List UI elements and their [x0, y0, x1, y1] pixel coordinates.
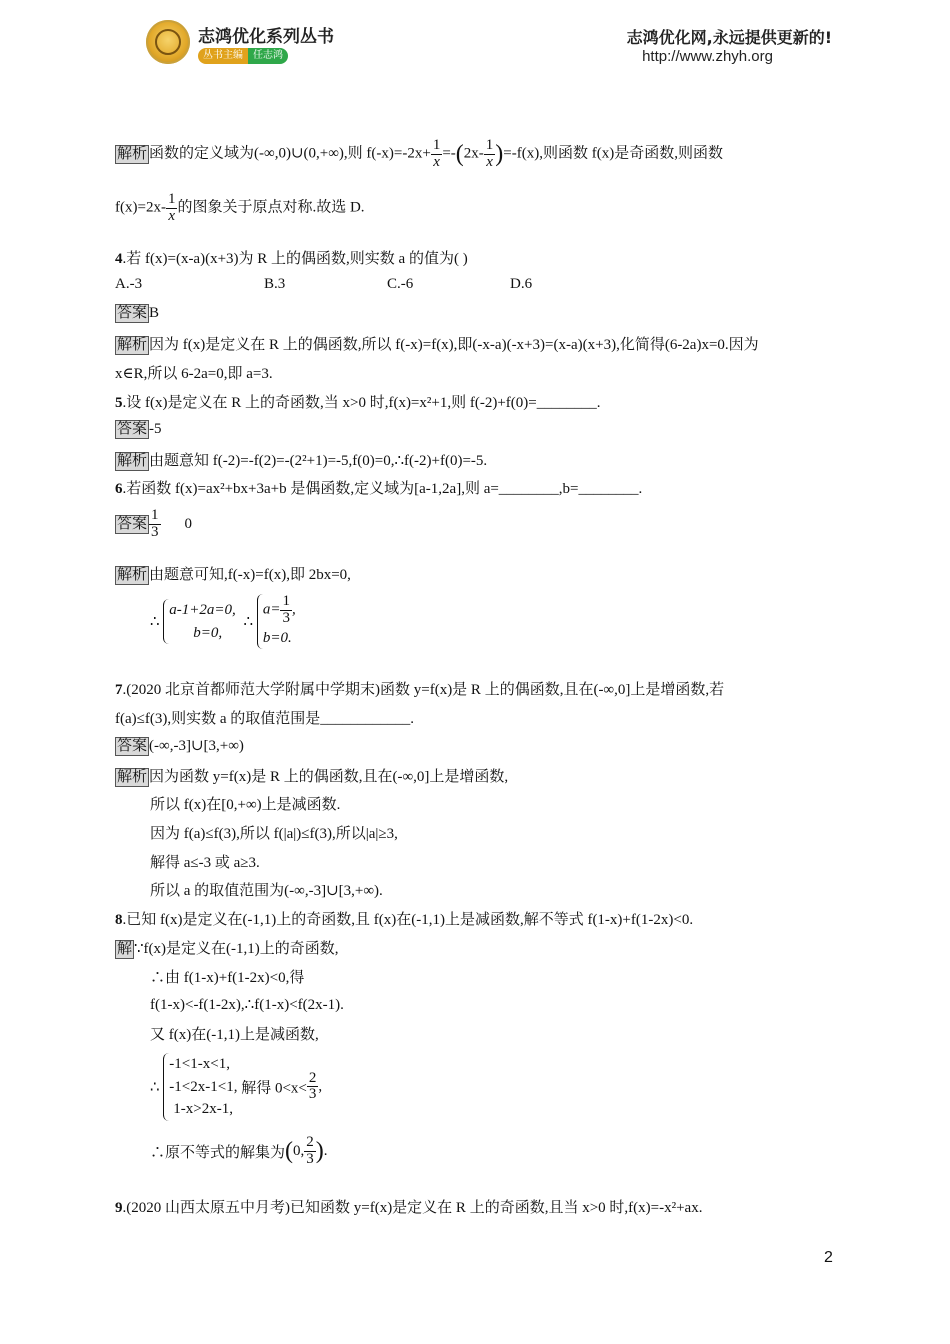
- q4-analysis-line2: x∈R,所以 6-2a=0,即 a=3.: [115, 366, 273, 382]
- header-url[interactable]: http://www.zhyh.org: [642, 48, 773, 65]
- q4-stem: 4.若 f(x)=(x-a)(x+3)为 R 上的偶函数,则实数 a 的值为( ): [115, 251, 468, 267]
- fraction: $\frac{2}{3}$: [306, 1134, 314, 1167]
- q7-analysis-line3: 因为 f(a)≤f(3),所以 f(|a|)≤f(3),所以|a|≥3,: [150, 826, 398, 842]
- answer-tag: 答案: [117, 515, 148, 532]
- answer-tag: 答案: [117, 738, 148, 754]
- q5-analysis: 解析 由题意知 f(-2)=-f(2)=-(2²+1)=-5,f(0)=0,∴f(-2)+f(0)=-5.: [117, 453, 488, 469]
- analysis-tag: 解析: [117, 337, 148, 353]
- editor-badge: [198, 48, 288, 64]
- q7-answer: 答案 (-∞,-3]∪[3,+∞): [117, 738, 244, 754]
- q7-analysis-line2: 所以 f(x)在[0,+∞)上是减函数.: [150, 797, 341, 813]
- equation-system: a= $\frac{1}{3}$ , b=0.: [257, 594, 296, 649]
- solution-tag: 解: [117, 941, 133, 957]
- fraction: $\frac{1}{3}$: [151, 507, 159, 540]
- analysis-tag: 解析: [117, 145, 148, 162]
- q7-analysis-line1: 解析 因为函数 y=f(x)是 R 上的偶函数,且在(-∞,0]上是增函数,: [117, 769, 509, 785]
- fraction: $\frac{2}{3}$: [308, 1069, 317, 1103]
- page-number: 2: [824, 1249, 833, 1266]
- q4-answer: 答案 B: [117, 305, 160, 321]
- q7-analysis-line5: 所以 a 的取值范围为(-∞,-3]∪[3,+∞).: [150, 883, 383, 899]
- fraction: $\frac{1}{x}$: [167, 191, 176, 224]
- editor-name: 任志鸿: [248, 48, 288, 64]
- q6-systems: ∴ a-1+2a=0, b=0, ∴ a= $\frac{1}{3}$ , b=0.: [150, 594, 296, 649]
- q4-option-c: C.-6: [387, 276, 414, 292]
- q3-analysis-line1: 解析 函数的定义域为(-∞,0)∪(0,+∞),则 f(-x)=-2x+ $\frac{1}{x}$ =-(2x- $\frac{1}{x}$ )=-f(x),则函数 f(x)是奇函数,则函数: [117, 137, 723, 170]
- q7-stem-line1: 7.(2020 北京首都师范大学附属中学期末)函数 y=f(x)是 R 上的偶函数,且在(-∞,0]上是增函数,若: [115, 682, 725, 698]
- answer-tag: 答案: [117, 421, 148, 437]
- q4-option-b: B.3: [264, 276, 286, 292]
- q6-analysis: 解析 由题意可知,f(-x)=f(x),即 2bx=0,: [117, 567, 351, 583]
- q9-stem: 9.(2020 山西太原五中月考)已知函数 y=f(x)是定义在 R 上的奇函数,且当 x>0 时,f(x)=-x²+ax.: [115, 1200, 703, 1216]
- q7-stem-line2: f(a)≤f(3),则实数 a 的取值范围是____________.: [115, 711, 415, 727]
- q4-option-d: D.6: [510, 276, 533, 292]
- q3-analysis-line2: f(x)=2x- $\frac{1}{x}$ 的图象关于原点对称.故选 D.: [115, 191, 365, 224]
- q7-analysis-line4: 解得 a≤-3 或 a≥3.: [150, 855, 260, 871]
- brand-title: 志鸿优化系列丛书: [198, 27, 334, 47]
- q6-stem: 6.若函数 f(x)=ax²+bx+3a+b 是偶函数,定义域为[a-1,2a],则 a=________,b=________.: [115, 481, 643, 497]
- q5-answer: 答案 -5: [117, 421, 162, 437]
- q8-stem: 8.已知 f(x)是定义在(-1,1)上的奇函数,且 f(x)在(-1,1)上是减函数,解不等式 f(1-x)+f(1-2x)<0.: [115, 912, 694, 928]
- q8-solution-line2: ∴由 f(1-x)+f(1-2x)<0,得: [150, 970, 305, 986]
- q8-system: ∴ -1<1-x<1, -1<2x-1<1, 1-x>2x-1, 解得 0<x< $\frac{2}{3}$ ,: [150, 1053, 322, 1121]
- q6-answer: 答案 $\frac{1}{3}$ 0: [117, 507, 193, 540]
- q4-analysis-line1: 解析 因为 f(x)是定义在 R 上的偶函数,所以 f(-x)=f(x),即(-x-a)(-x+3)=(x-a)(x+3),化简得(6-2a)x=0.因为: [117, 337, 759, 353]
- q4-option-a: A.-3: [115, 276, 143, 292]
- q5-stem: 5.设 f(x)是定义在 R 上的奇函数,当 x>0 时,f(x)=x²+1,则 f(-2)+f(0)=________.: [115, 395, 601, 411]
- analysis-tag: 解析: [117, 567, 148, 583]
- analysis-tag: 解析: [117, 453, 148, 469]
- analysis-tag: 解析: [117, 769, 148, 785]
- logo-emblem: [146, 20, 190, 64]
- inequality-system: -1<1-x<1, -1<2x-1<1, 1-x>2x-1,: [163, 1053, 237, 1121]
- fraction: $\frac{1}{x}$: [432, 137, 441, 170]
- header-slogan: 志鸿优化网,永远提供更新的!: [626, 28, 832, 47]
- equation-system: a-1+2a=0, b=0,: [163, 599, 236, 644]
- q8-solution-line1: 解 ∵f(x)是定义在(-1,1)上的奇函数,: [117, 941, 339, 957]
- fraction: $\frac{1}{x}$: [485, 137, 494, 170]
- answer-tag: 答案: [117, 305, 148, 321]
- q8-solution-line3: f(1-x)<-f(1-2x),∴f(1-x)<f(2x-1).: [150, 997, 344, 1013]
- editor-label: 丛书主编: [198, 48, 248, 64]
- q8-solution-line4: 又 f(x)在(-1,1)上是减函数,: [150, 1027, 319, 1043]
- q8-final: ∴原不等式的解集为(0, $\frac{2}{3}$ ).: [150, 1134, 328, 1167]
